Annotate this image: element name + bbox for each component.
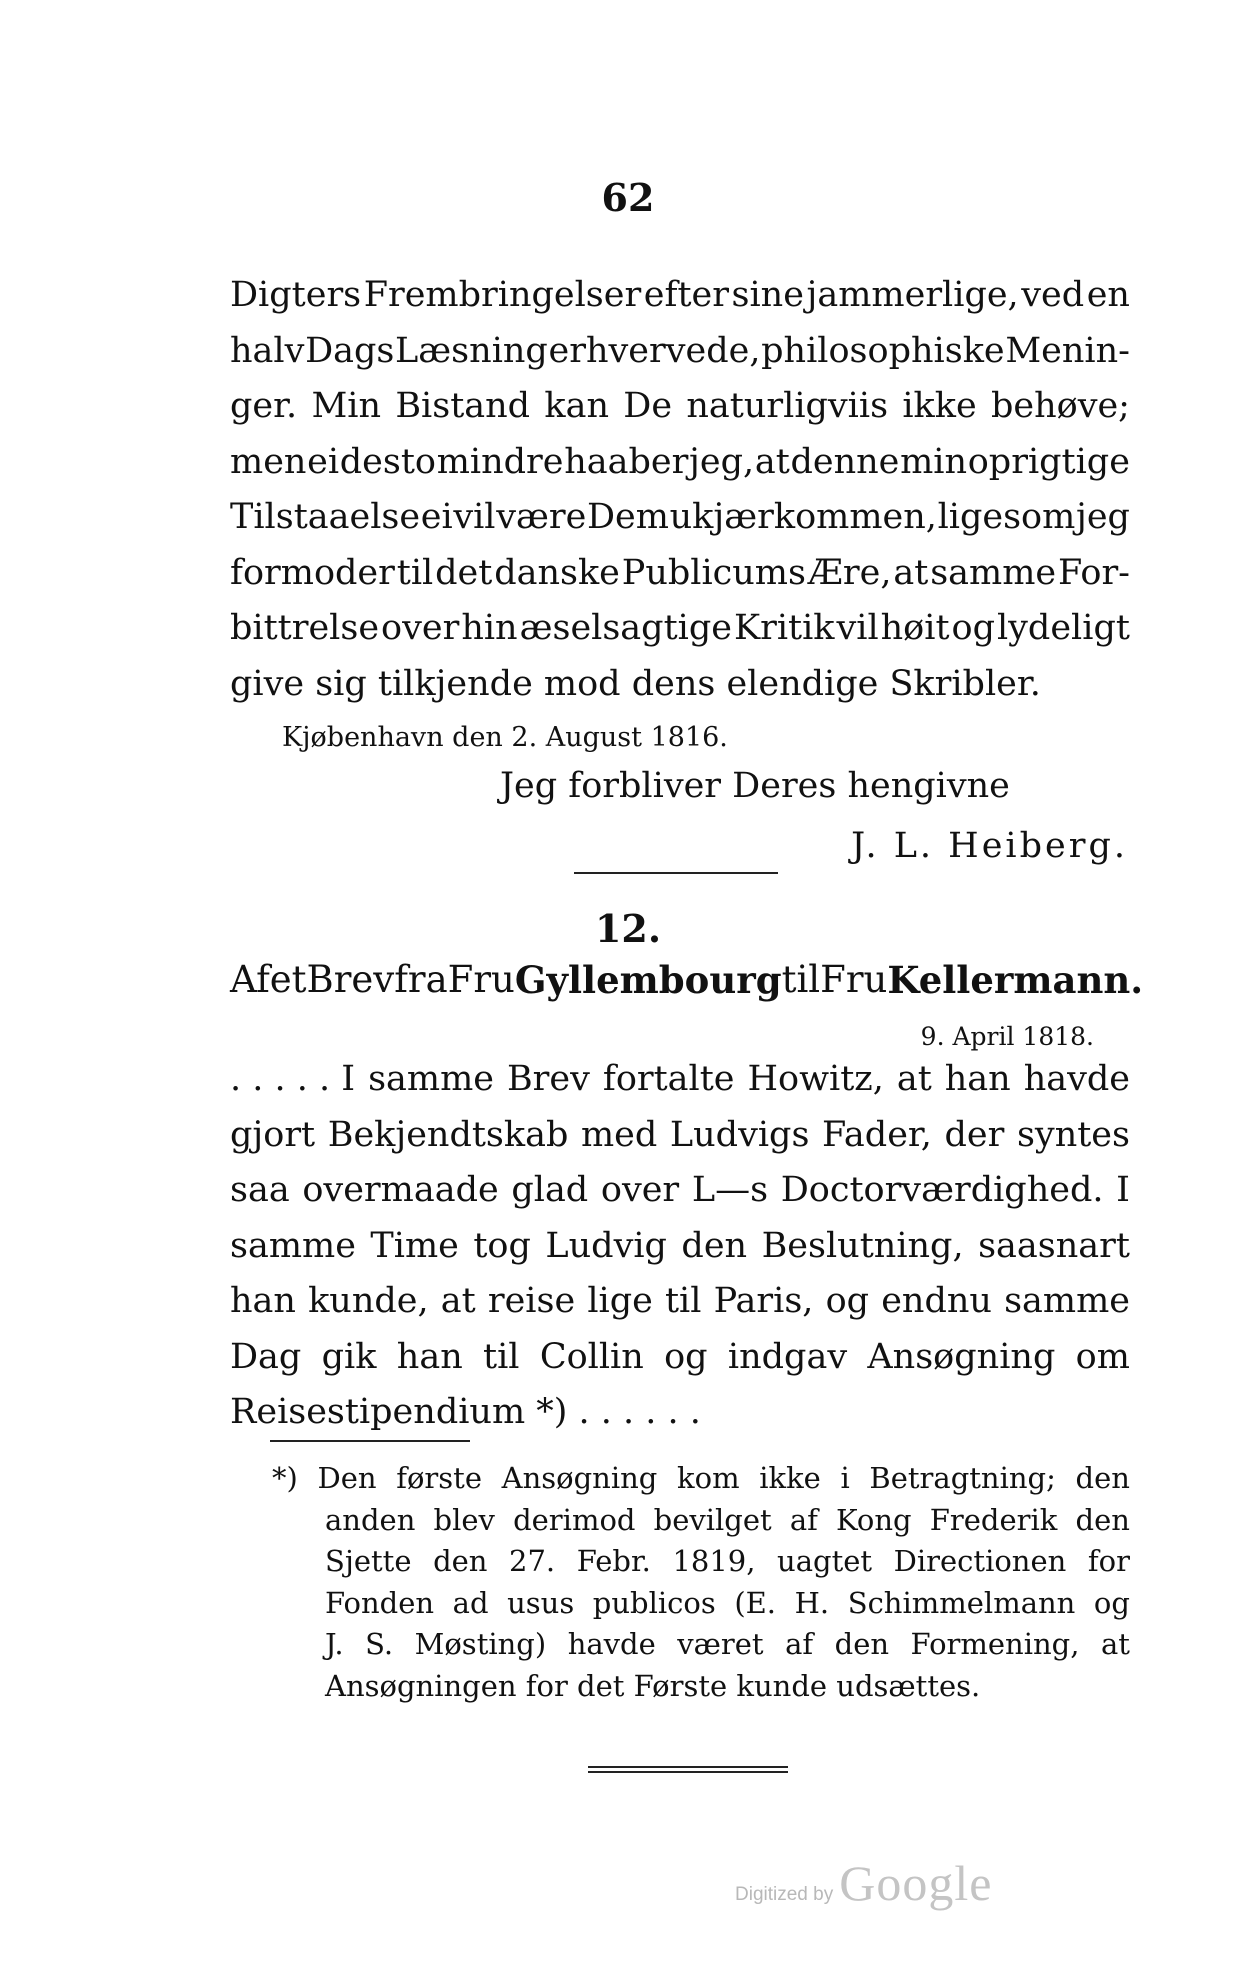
- word: Publicums: [621, 552, 806, 593]
- word: og: [825, 1281, 870, 1321]
- word: Collin: [539, 1336, 644, 1377]
- text-line: [230, 1458, 1130, 1500]
- end-rule: [588, 1766, 788, 1768]
- google-logo: Google: [839, 1855, 993, 1911]
- word: Bistand: [395, 386, 531, 426]
- text-line: [230, 1274, 1130, 1330]
- word: ad: [452, 1585, 489, 1620]
- word: i: [840, 1461, 850, 1495]
- word: naturligviis: [686, 386, 889, 426]
- word: glad: [511, 1170, 589, 1210]
- word: derimod: [513, 1502, 636, 1537]
- word: Ansøgningen for det Første kunde udsættes.: [325, 1668, 981, 1703]
- word: uagtet: [777, 1544, 873, 1578]
- word: kan: [544, 386, 609, 426]
- word: vil: [836, 608, 879, 648]
- word: bittrelse: [230, 608, 380, 648]
- word: han: [230, 1281, 296, 1321]
- word: saa: [230, 1170, 290, 1210]
- word: overmaade: [302, 1170, 499, 1210]
- word: H.: [794, 1585, 830, 1620]
- word: Brev: [506, 1059, 590, 1099]
- word: med: [580, 1114, 658, 1155]
- word: og: [664, 1336, 708, 1377]
- word: Menin-: [1005, 330, 1130, 371]
- word: Bekjendtskab: [327, 1114, 569, 1155]
- word: til: [396, 552, 434, 593]
- word: mindre: [436, 441, 564, 482]
- word: De: [623, 386, 673, 426]
- word: ei: [420, 497, 453, 537]
- word: høit: [880, 608, 950, 648]
- word: været: [677, 1627, 764, 1661]
- word: Fader,: [822, 1114, 932, 1155]
- word: at: [754, 441, 790, 482]
- word: saasnart: [978, 1225, 1130, 1266]
- word: blev: [433, 1502, 495, 1537]
- title-word: Fru: [447, 958, 515, 1001]
- title-word: Af: [230, 958, 270, 1001]
- word: anden: [325, 1502, 416, 1537]
- title-word: fra: [394, 958, 448, 1001]
- title-word: Brev: [306, 958, 395, 1001]
- word: det: [435, 552, 493, 593]
- word: Paris,: [713, 1281, 814, 1321]
- word: For-: [1058, 552, 1130, 593]
- end-rule: [588, 1771, 788, 1773]
- word: Beslutning,: [761, 1225, 964, 1266]
- word: formoder: [230, 552, 395, 593]
- word: være: [496, 497, 587, 537]
- word: ikke: [759, 1461, 821, 1495]
- word: samme: [368, 1059, 494, 1099]
- word: den: [433, 1544, 488, 1578]
- word: en: [1086, 275, 1130, 315]
- word: at: [896, 1059, 932, 1099]
- word: Dag: [230, 1336, 302, 1377]
- text-line: [230, 657, 1130, 713]
- section-number: 12.: [594, 906, 662, 951]
- watermark-prefix: Digitized by: [735, 1884, 834, 1905]
- footnote: [230, 1458, 1130, 1707]
- word: Betragtning;: [869, 1461, 1056, 1495]
- word: den: [1075, 1502, 1130, 1537]
- word: ligesom: [937, 497, 1076, 537]
- text-line: [230, 1385, 1130, 1441]
- text-line: [230, 324, 1130, 380]
- word: efter: [643, 275, 729, 315]
- word: Læsning: [395, 330, 548, 371]
- footnote-divider: [270, 1440, 470, 1442]
- word: samme: [230, 1225, 356, 1266]
- word: publicos: [592, 1585, 716, 1620]
- word: jeg,: [689, 441, 755, 482]
- word: Møsting): [414, 1627, 547, 1661]
- digitized-watermark: [735, 1854, 992, 1912]
- word: Ludvig: [545, 1225, 667, 1266]
- word: første: [396, 1461, 482, 1495]
- word: Dags: [305, 330, 395, 371]
- dateline: Kjøbenhavn den 2. August 1816.: [282, 722, 728, 753]
- word: samme: [1004, 1281, 1130, 1321]
- word: Febr.: [576, 1544, 651, 1578]
- word: Min: [311, 386, 382, 426]
- word: syntes: [1016, 1114, 1130, 1155]
- text-line: [230, 1330, 1130, 1386]
- word: for: [1087, 1544, 1130, 1578]
- word: Digters: [230, 275, 362, 315]
- word: indgav: [727, 1336, 848, 1377]
- word: Sjette: [325, 1544, 412, 1578]
- text-line: [230, 1500, 1130, 1542]
- word: danske: [494, 552, 620, 593]
- word: men: [230, 441, 307, 482]
- title-word: Fru: [820, 958, 888, 1001]
- title-word: Gyllembourg: [514, 958, 782, 1002]
- word: Time: [370, 1225, 459, 1266]
- word: endnu: [881, 1281, 992, 1321]
- word: der: [944, 1114, 1005, 1155]
- word: reise: [487, 1281, 576, 1321]
- word: tog: [473, 1225, 531, 1266]
- word: (E.: [734, 1585, 777, 1620]
- word: S.: [365, 1627, 394, 1661]
- word: J.: [325, 1627, 344, 1661]
- word: over: [600, 1170, 680, 1210]
- word: erhvervede,: [548, 330, 761, 371]
- word: at: [893, 552, 929, 593]
- text-line: [230, 1583, 1130, 1625]
- signature: J. L. Heiberg.: [851, 826, 1128, 866]
- title-word: et: [269, 958, 307, 1001]
- word: Kritik: [733, 608, 835, 648]
- word: sine: [731, 275, 804, 315]
- title-word: Kellermann.: [887, 958, 1144, 1002]
- letter-body-text: [230, 268, 1130, 712]
- word: halv: [230, 330, 305, 371]
- word: kunde,: [308, 1281, 429, 1321]
- closing-phrase: Jeg forbliver Deres hengivne: [500, 766, 1010, 806]
- word: Doctorværdighed.: [780, 1170, 1104, 1210]
- text-line: [230, 1624, 1130, 1666]
- section-title: [230, 958, 1144, 1002]
- word: ger.: [230, 386, 298, 426]
- text-line: [230, 1219, 1130, 1275]
- word: af: [785, 1627, 814, 1661]
- word: Howitz,: [747, 1059, 884, 1099]
- text-line: [230, 268, 1130, 324]
- word: haaber: [564, 441, 689, 482]
- title-word: til: [781, 958, 821, 1001]
- word: Dem: [586, 497, 669, 537]
- word: havde: [567, 1627, 656, 1661]
- page-number: 62: [601, 175, 655, 220]
- word: samme: [930, 552, 1057, 593]
- word: havde: [1023, 1059, 1130, 1099]
- word: at: [440, 1281, 476, 1321]
- word: Den: [317, 1461, 377, 1495]
- word: Fonden: [325, 1585, 435, 1620]
- word: til: [483, 1336, 520, 1377]
- word: til: [664, 1281, 702, 1321]
- word: give sig tilkjende mod dens elendige Skribler.: [230, 663, 1041, 704]
- word: oprigtige: [967, 441, 1130, 482]
- word: Kong: [836, 1502, 912, 1537]
- text-line: [230, 1052, 1130, 1108]
- word: over: [381, 608, 460, 648]
- word: lydeligt: [996, 608, 1130, 648]
- word: . . . . . I: [230, 1059, 356, 1099]
- text-line: [230, 1666, 1130, 1708]
- word: at: [1100, 1627, 1130, 1661]
- word: min: [900, 441, 968, 482]
- word: ikke: [902, 386, 977, 426]
- word: og: [951, 608, 995, 648]
- word: gjort: [230, 1114, 316, 1155]
- word: usus: [507, 1585, 575, 1620]
- word: Ansøgning: [867, 1336, 1056, 1377]
- text-line: [230, 601, 1130, 657]
- word: Ludvigs: [669, 1114, 810, 1155]
- word: behøve;: [990, 386, 1130, 426]
- word: vil: [453, 497, 496, 537]
- word: ved: [1021, 275, 1085, 315]
- text-line: [230, 490, 1130, 546]
- section-divider: [574, 872, 778, 874]
- word: og: [1093, 1585, 1130, 1620]
- word: af: [789, 1502, 818, 1537]
- word: Tilstaaelse: [230, 497, 421, 537]
- word: philosophiske: [761, 330, 1005, 371]
- word: ukjærkommen,: [669, 497, 937, 537]
- word: den: [834, 1627, 890, 1661]
- text-line: [230, 546, 1130, 602]
- word: om: [1075, 1336, 1130, 1377]
- word: lige: [587, 1281, 653, 1321]
- text-line: [230, 379, 1130, 435]
- text-line: [230, 1541, 1130, 1583]
- word: fortalte: [602, 1059, 735, 1099]
- word: bevilget: [653, 1502, 772, 1537]
- word: hin: [461, 608, 518, 648]
- word: *): [272, 1461, 298, 1495]
- word: Formening,: [910, 1627, 1080, 1661]
- word: jammerlige,: [806, 275, 1019, 315]
- word: kom: [677, 1461, 740, 1495]
- word: æselsagtige: [519, 608, 732, 648]
- word: Reisestipendium *) . . . . . .: [230, 1392, 701, 1432]
- word: jeg: [1075, 497, 1130, 537]
- word: Frederik: [929, 1502, 1058, 1537]
- word: den: [681, 1225, 748, 1266]
- text-line: [230, 1108, 1130, 1164]
- text-line: [230, 435, 1130, 491]
- word: Schimmelmann: [847, 1585, 1076, 1620]
- word: 27.: [509, 1544, 556, 1578]
- word: ei: [307, 441, 340, 482]
- word: den: [1075, 1461, 1130, 1495]
- word: desto: [339, 441, 436, 482]
- word: 1819,: [672, 1544, 756, 1578]
- word: Directionen: [893, 1544, 1067, 1578]
- word: gik: [321, 1336, 377, 1377]
- word: L—s: [691, 1170, 769, 1210]
- excerpt-body-text: [230, 1052, 1130, 1441]
- word: Ære,: [807, 552, 892, 593]
- section-date: 9. April 1818.: [920, 1022, 1094, 1051]
- word: Ansøgning: [501, 1461, 658, 1495]
- word: denne: [790, 441, 900, 482]
- word: Frembringelser: [363, 275, 642, 315]
- word: I: [1116, 1170, 1130, 1210]
- text-line: [230, 1163, 1130, 1219]
- word: han: [944, 1059, 1011, 1099]
- word: han: [396, 1336, 463, 1377]
